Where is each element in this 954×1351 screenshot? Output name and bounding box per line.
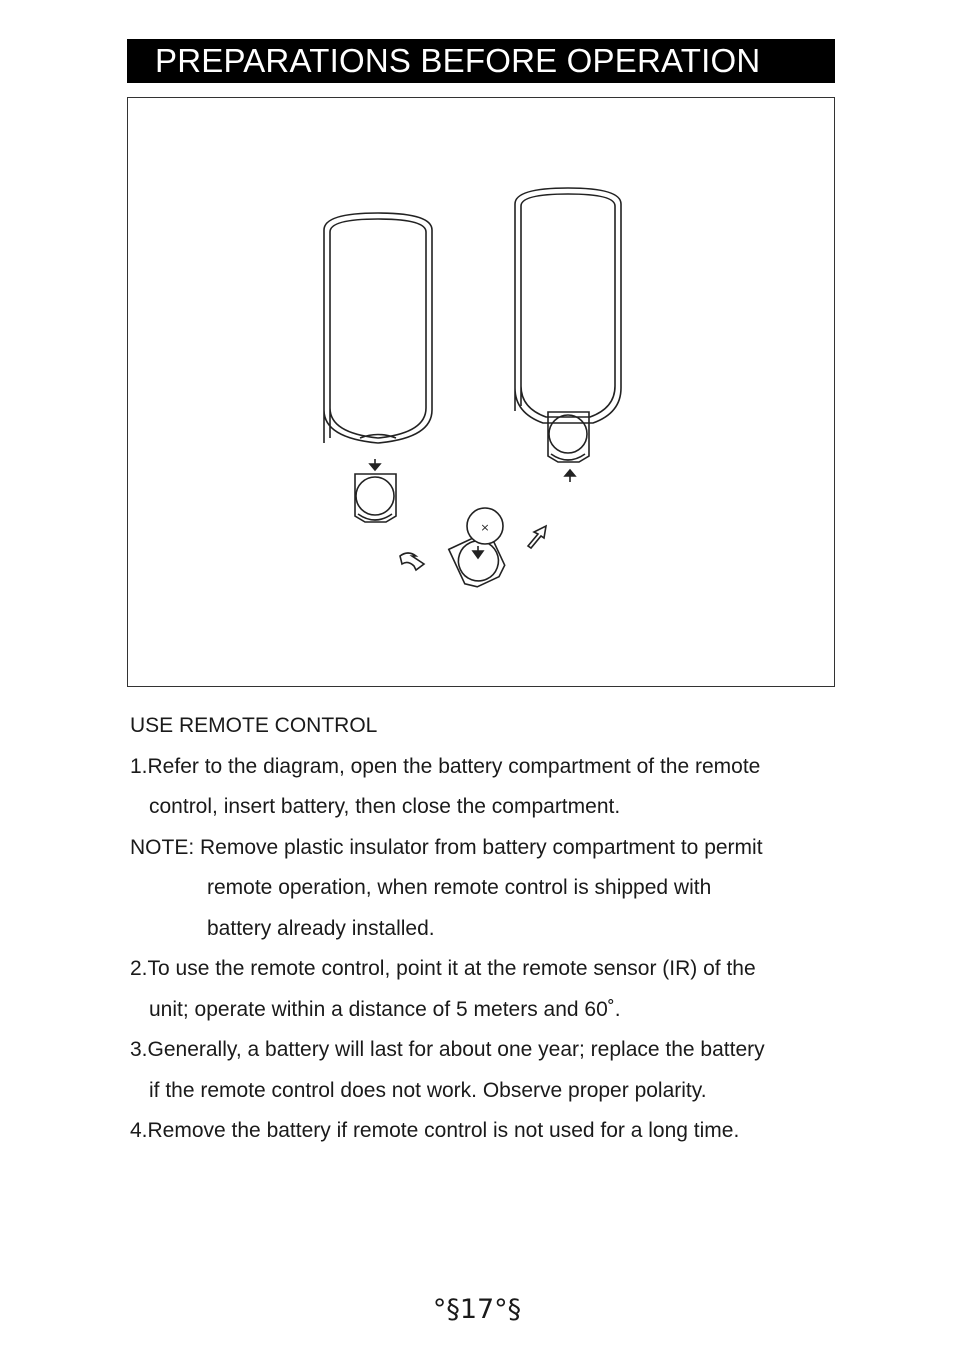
section-heading: USE REMOTE CONTROL: [130, 714, 378, 737]
instruction-1-line-1: 1.Refer to the diagram, open the battery compartment of the remote: [130, 755, 761, 778]
instruction-4-line-1: 4.Remove the battery if remote control is not used for a long time.: [130, 1119, 740, 1142]
arrow-icon: [565, 470, 575, 482]
battery-icon: [355, 474, 396, 522]
page-title: PREPARATIONS BEFORE OPERATION: [127, 39, 835, 83]
note-line-1: NOTE: Remove plastic insulator from battery compartment to permit: [130, 836, 763, 859]
note-line-2: remote operation, when remote control is shipped with: [207, 876, 712, 899]
battery-icon: [548, 412, 589, 462]
page-number: °§17°§: [432, 1294, 522, 1325]
instruction-2-line-2: unit; operate within a distance of 5 meters and 60˚.: [149, 998, 621, 1021]
note-line-3: battery already installed.: [207, 917, 435, 940]
arrow-icon: [528, 526, 546, 548]
instruction-3-line-2: if the remote control does not work. Observe proper polarity.: [149, 1079, 707, 1102]
battery-diagram: [127, 97, 835, 687]
svg-text:×: ×: [480, 521, 490, 534]
instruction-2-line-1: 2.To use the remote control, point it at the remote sensor (IR) of the: [130, 957, 756, 980]
remote-control-icon: [324, 213, 432, 443]
battery-icon: [449, 508, 508, 591]
instruction-1-line-2: control, insert battery, then close the compartment.: [149, 795, 621, 818]
arrow-icon: [400, 553, 424, 570]
instruction-3-line-1: 3.Generally, a battery will last for about one year; replace the battery: [130, 1038, 765, 1061]
arrow-icon: [370, 459, 380, 470]
remote-control-icon: [515, 188, 621, 423]
